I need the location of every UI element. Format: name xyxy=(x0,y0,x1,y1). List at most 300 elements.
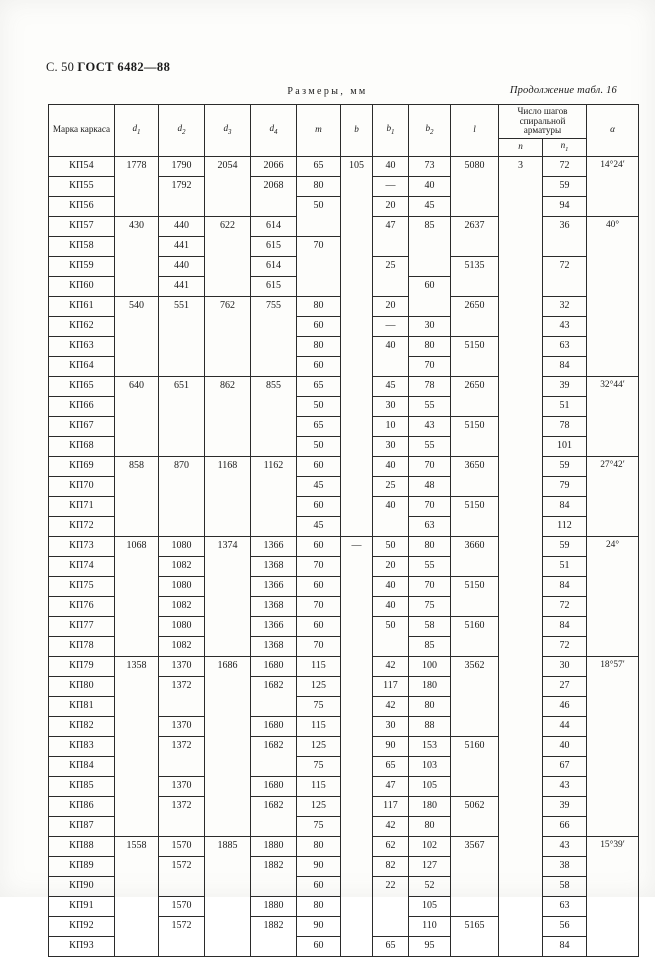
cell-b1: 20 xyxy=(373,296,409,316)
cell-n xyxy=(499,796,543,816)
cell-d1 xyxy=(115,556,159,576)
cell-l: 5150 xyxy=(451,416,499,436)
cell-d2: 440 xyxy=(159,216,205,236)
cell-l xyxy=(451,816,499,836)
cell-d2: 440 xyxy=(159,256,205,276)
cell-d3: 862 xyxy=(205,376,251,396)
cell-d2: 1080 xyxy=(159,536,205,556)
cell-d3 xyxy=(205,556,251,576)
cell-n xyxy=(499,736,543,756)
cell-m: 75 xyxy=(297,696,341,716)
cell-b xyxy=(341,696,373,716)
table-row xyxy=(49,416,639,436)
cell-d4: 1366 xyxy=(251,616,297,636)
cell-d1 xyxy=(115,576,159,596)
cell-d3 xyxy=(205,596,251,616)
cell-alpha xyxy=(587,916,639,936)
cell-b2: 180 xyxy=(409,796,451,816)
cell-d3 xyxy=(205,936,251,956)
cell-b2 xyxy=(409,256,451,276)
cell-d4 xyxy=(251,876,297,896)
cell-n1: 84 xyxy=(543,356,587,376)
cell-d4: 615 xyxy=(251,276,297,296)
table-head xyxy=(49,105,639,157)
cell-l xyxy=(451,596,499,616)
cell-alpha xyxy=(587,856,639,876)
cell-d2: 1370 xyxy=(159,776,205,796)
cell-b1: 42 xyxy=(373,696,409,716)
cell-d3 xyxy=(205,576,251,596)
cell-n xyxy=(499,296,543,316)
table-row xyxy=(49,296,639,316)
cell-l: 5165 xyxy=(451,916,499,936)
cell-alpha xyxy=(587,196,639,216)
cell-n1 xyxy=(543,276,587,296)
cell-mark: КП86 xyxy=(49,796,115,816)
cell-m: 60 xyxy=(297,576,341,596)
table-row xyxy=(49,796,639,816)
cell-d3 xyxy=(205,796,251,816)
cell-d4 xyxy=(251,356,297,376)
cell-mark: КП67 xyxy=(49,416,115,436)
cell-b xyxy=(341,336,373,356)
cell-b xyxy=(341,636,373,656)
cell-n1: 84 xyxy=(543,576,587,596)
cell-alpha: 24° xyxy=(587,536,639,556)
cell-d4: 1682 xyxy=(251,796,297,816)
cell-d4: 615 xyxy=(251,236,297,256)
cell-n1: 43 xyxy=(543,316,587,336)
cell-d1 xyxy=(115,356,159,376)
cell-d3 xyxy=(205,336,251,356)
cell-d1 xyxy=(115,496,159,516)
cell-l: 3567 xyxy=(451,836,499,856)
cell-n xyxy=(499,916,543,936)
cell-alpha xyxy=(587,496,639,516)
cell-b xyxy=(341,816,373,836)
cell-b xyxy=(341,836,373,856)
cell-n xyxy=(499,216,543,236)
cell-n xyxy=(499,836,543,856)
cell-alpha xyxy=(587,356,639,376)
cell-l: 5150 xyxy=(451,496,499,516)
cell-d3 xyxy=(205,516,251,536)
cell-mark: КП54 xyxy=(49,156,115,176)
cell-alpha xyxy=(587,236,639,256)
cell-m: 80 xyxy=(297,336,341,356)
cell-b2: 80 xyxy=(409,536,451,556)
cell-l xyxy=(451,856,499,876)
cell-alpha xyxy=(587,896,639,916)
continuation-note: Продолжение табл. 16 xyxy=(509,85,617,96)
cell-d2: 551 xyxy=(159,296,205,316)
cell-d1 xyxy=(115,276,159,296)
cell-b1 xyxy=(373,236,409,256)
cell-b1: 62 xyxy=(373,836,409,856)
cell-l xyxy=(451,276,499,296)
cell-m xyxy=(297,216,341,236)
cell-b1: 30 xyxy=(373,436,409,456)
cell-n1: 59 xyxy=(543,176,587,196)
table-row xyxy=(49,916,639,936)
cell-b2: 73 xyxy=(409,156,451,176)
cell-d2: 1370 xyxy=(159,716,205,736)
cell-m xyxy=(297,256,341,276)
b2-symbol: b xyxy=(425,123,431,134)
cell-b1: — xyxy=(373,316,409,336)
cell-m: 70 xyxy=(297,556,341,576)
cell-d3 xyxy=(205,856,251,876)
cell-n xyxy=(499,356,543,376)
cell-n1: 27 xyxy=(543,676,587,696)
cell-n xyxy=(499,416,543,436)
table-row xyxy=(49,256,639,276)
cell-d1 xyxy=(115,476,159,496)
cell-n1: 84 xyxy=(543,936,587,956)
cell-n xyxy=(499,396,543,416)
cell-l xyxy=(451,176,499,196)
cell-d1 xyxy=(115,636,159,656)
cell-alpha xyxy=(587,716,639,736)
cell-d1 xyxy=(115,936,159,956)
cell-d3 xyxy=(205,496,251,516)
cell-b1 xyxy=(373,896,409,916)
cell-d2 xyxy=(159,336,205,356)
cell-b2: 30 xyxy=(409,316,451,336)
cell-m: 50 xyxy=(297,196,341,216)
cell-alpha: 32°44′ xyxy=(587,376,639,396)
cell-b xyxy=(341,216,373,236)
table-row xyxy=(49,696,639,716)
cell-m: 60 xyxy=(297,316,341,336)
cell-alpha xyxy=(587,596,639,616)
cell-n1: 67 xyxy=(543,756,587,776)
cell-b1: 50 xyxy=(373,536,409,556)
col-header-d1 xyxy=(115,105,159,157)
col-header-n1 xyxy=(543,138,587,156)
cell-l: 2650 xyxy=(451,376,499,396)
cell-b xyxy=(341,456,373,476)
cell-b xyxy=(341,276,373,296)
cell-d2 xyxy=(159,476,205,496)
col-header-d2 xyxy=(159,105,205,157)
cell-mark: КП90 xyxy=(49,876,115,896)
cell-l xyxy=(451,876,499,896)
cell-b1: 20 xyxy=(373,556,409,576)
cell-n xyxy=(499,376,543,396)
cell-alpha xyxy=(587,756,639,776)
cell-mark: КП83 xyxy=(49,736,115,756)
cell-n xyxy=(499,516,543,536)
table-row xyxy=(49,376,639,396)
cell-b xyxy=(341,756,373,776)
cell-m: 80 xyxy=(297,836,341,856)
cell-d1 xyxy=(115,856,159,876)
cell-n1: 58 xyxy=(543,876,587,896)
cell-d2: 1792 xyxy=(159,176,205,196)
cell-n xyxy=(499,436,543,456)
cell-m: 70 xyxy=(297,596,341,616)
cell-mark: КП93 xyxy=(49,936,115,956)
cell-mark: КП56 xyxy=(49,196,115,216)
cell-n xyxy=(499,476,543,496)
cell-alpha xyxy=(587,296,639,316)
cell-n1: 43 xyxy=(543,776,587,796)
cell-m: 45 xyxy=(297,516,341,536)
cell-d3 xyxy=(205,196,251,216)
cell-n1: 112 xyxy=(543,516,587,536)
cell-d2 xyxy=(159,936,205,956)
cell-m: 50 xyxy=(297,396,341,416)
cell-b xyxy=(341,676,373,696)
col-header-d3 xyxy=(205,105,251,157)
cell-l: 5150 xyxy=(451,336,499,356)
cell-d2: 1082 xyxy=(159,556,205,576)
cell-b1: 30 xyxy=(373,396,409,416)
cell-m: 80 xyxy=(297,176,341,196)
cell-d4 xyxy=(251,396,297,416)
cell-d1 xyxy=(115,776,159,796)
b2-subscript: 2 xyxy=(430,128,434,137)
cell-b xyxy=(341,296,373,316)
cell-alpha xyxy=(587,816,639,836)
table-row xyxy=(49,516,639,536)
cell-b2: 43 xyxy=(409,416,451,436)
cell-b1: 47 xyxy=(373,216,409,236)
table-body xyxy=(49,156,639,956)
cell-d1 xyxy=(115,256,159,276)
cell-d4: 614 xyxy=(251,216,297,236)
cell-mark: КП78 xyxy=(49,636,115,656)
cell-l xyxy=(451,476,499,496)
cell-l xyxy=(451,236,499,256)
cell-b1 xyxy=(373,276,409,296)
cell-d3 xyxy=(205,176,251,196)
cell-n xyxy=(499,496,543,516)
cell-d3 xyxy=(205,436,251,456)
cell-b2: 70 xyxy=(409,456,451,476)
dimensions-table xyxy=(48,104,639,957)
cell-alpha xyxy=(587,616,639,636)
cell-d2: 1570 xyxy=(159,836,205,856)
cell-b1: 117 xyxy=(373,676,409,696)
cell-m: 60 xyxy=(297,456,341,476)
table-row xyxy=(49,436,639,456)
cell-n xyxy=(499,676,543,696)
cell-n xyxy=(499,596,543,616)
cell-d4 xyxy=(251,496,297,516)
cell-n: 3 xyxy=(499,156,543,176)
cell-alpha xyxy=(587,336,639,356)
cell-l xyxy=(451,716,499,736)
d4-subscript: 4 xyxy=(274,128,278,137)
cell-n xyxy=(499,756,543,776)
table-row xyxy=(49,736,639,756)
cell-alpha xyxy=(587,436,639,456)
table-row xyxy=(49,276,639,296)
cell-m: 65 xyxy=(297,376,341,396)
cell-mark: КП74 xyxy=(49,556,115,576)
cell-b1: 82 xyxy=(373,856,409,876)
cell-mark: КП82 xyxy=(49,716,115,736)
cell-n1: 46 xyxy=(543,696,587,716)
cell-d1: 640 xyxy=(115,376,159,396)
cell-b2: 88 xyxy=(409,716,451,736)
cell-n1: 72 xyxy=(543,156,587,176)
cell-n1: 38 xyxy=(543,856,587,876)
table-row xyxy=(49,336,639,356)
table-row xyxy=(49,856,639,876)
cell-b xyxy=(341,516,373,536)
cell-alpha xyxy=(587,256,639,276)
cell-alpha: 27°42′ xyxy=(587,456,639,476)
col-header-b2 xyxy=(409,105,451,157)
cell-b1 xyxy=(373,916,409,936)
cell-d2 xyxy=(159,396,205,416)
cell-m: 125 xyxy=(297,796,341,816)
table-row xyxy=(49,396,639,416)
cell-d3: 1168 xyxy=(205,456,251,476)
cell-b xyxy=(341,556,373,576)
cell-mark: КП75 xyxy=(49,576,115,596)
cell-b2: 55 xyxy=(409,436,451,456)
cell-d1: 540 xyxy=(115,296,159,316)
cell-d4: 2066 xyxy=(251,156,297,176)
table-row xyxy=(49,456,639,476)
cell-b2: 48 xyxy=(409,476,451,496)
cell-alpha: 18°57′ xyxy=(587,656,639,676)
cell-d4: 1680 xyxy=(251,776,297,796)
cell-m: 75 xyxy=(297,816,341,836)
cell-d1 xyxy=(115,516,159,536)
cell-alpha xyxy=(587,876,639,896)
cell-d2: 1372 xyxy=(159,676,205,696)
cell-b2: 45 xyxy=(409,196,451,216)
cell-b1 xyxy=(373,356,409,376)
cell-d3 xyxy=(205,816,251,836)
cell-alpha xyxy=(587,736,639,756)
cell-m xyxy=(297,276,341,296)
cell-d3 xyxy=(205,476,251,496)
cell-alpha xyxy=(587,476,639,496)
cell-d3 xyxy=(205,276,251,296)
cell-m: 70 xyxy=(297,236,341,256)
cell-m: 75 xyxy=(297,756,341,776)
cell-d1 xyxy=(115,196,159,216)
cell-b2: 60 xyxy=(409,276,451,296)
cell-mark: КП63 xyxy=(49,336,115,356)
cell-l: 2637 xyxy=(451,216,499,236)
cell-mark: КП87 xyxy=(49,816,115,836)
cell-d1 xyxy=(115,176,159,196)
d4-symbol: d xyxy=(269,123,275,134)
cell-b2: 105 xyxy=(409,896,451,916)
cell-m: 60 xyxy=(297,536,341,556)
cell-d4 xyxy=(251,196,297,216)
cell-d1 xyxy=(115,756,159,776)
cell-b2: 105 xyxy=(409,776,451,796)
cell-b2: 55 xyxy=(409,396,451,416)
table-row xyxy=(49,236,639,256)
cell-d4 xyxy=(251,816,297,836)
cell-m: 60 xyxy=(297,356,341,376)
cell-mark: КП72 xyxy=(49,516,115,536)
cell-mark: КП76 xyxy=(49,596,115,616)
cell-b xyxy=(341,256,373,276)
cell-n xyxy=(499,716,543,736)
cell-d4: 1366 xyxy=(251,536,297,556)
cell-d2 xyxy=(159,316,205,336)
col-header-d4 xyxy=(251,105,297,157)
d2-subscript: 2 xyxy=(182,128,186,137)
d3-subscript: 3 xyxy=(228,128,232,137)
col-header-m: m xyxy=(297,105,341,157)
cell-d1 xyxy=(115,236,159,256)
cell-m: 90 xyxy=(297,916,341,936)
cell-b xyxy=(341,796,373,816)
cell-b1: 40 xyxy=(373,496,409,516)
cell-d1 xyxy=(115,896,159,916)
cell-b1: 50 xyxy=(373,616,409,636)
table-row xyxy=(49,216,639,236)
cell-b xyxy=(341,736,373,756)
cell-d4: 1682 xyxy=(251,676,297,696)
table-row xyxy=(49,556,639,576)
cell-b xyxy=(341,316,373,336)
cell-d1 xyxy=(115,916,159,936)
cell-n xyxy=(499,936,543,956)
cell-b xyxy=(341,436,373,456)
col-header-spiral-steps: Число шагов спиральной арматуры xyxy=(499,105,587,139)
table-row xyxy=(49,756,639,776)
cell-b2: 102 xyxy=(409,836,451,856)
cell-b xyxy=(341,356,373,376)
cell-l xyxy=(451,316,499,336)
cell-b xyxy=(341,236,373,256)
table-row xyxy=(49,776,639,796)
cell-d3 xyxy=(205,396,251,416)
cell-d4: 1366 xyxy=(251,576,297,596)
cell-b1: 47 xyxy=(373,776,409,796)
cell-n xyxy=(499,616,543,636)
cell-l: 5160 xyxy=(451,616,499,636)
cell-n1: 32 xyxy=(543,296,587,316)
cell-d1: 1778 xyxy=(115,156,159,176)
cell-d2 xyxy=(159,756,205,776)
cell-n1: 36 xyxy=(543,216,587,236)
cell-l xyxy=(451,696,499,716)
table-row xyxy=(49,196,639,216)
cell-l xyxy=(451,516,499,536)
cell-m: 90 xyxy=(297,856,341,876)
cell-d2: 870 xyxy=(159,456,205,476)
cell-b1: 117 xyxy=(373,796,409,816)
cell-alpha: 15°39′ xyxy=(587,836,639,856)
cell-alpha xyxy=(587,936,639,956)
cell-d4: 1680 xyxy=(251,716,297,736)
cell-n1: 63 xyxy=(543,896,587,916)
cell-d1: 858 xyxy=(115,456,159,476)
cell-b2: 127 xyxy=(409,856,451,876)
table-row xyxy=(49,716,639,736)
cell-mark: КП73 xyxy=(49,536,115,556)
cell-n xyxy=(499,336,543,356)
cell-b2: 78 xyxy=(409,376,451,396)
cell-d3 xyxy=(205,256,251,276)
cell-n1: 44 xyxy=(543,716,587,736)
cell-b1: 25 xyxy=(373,256,409,276)
cell-d3: 1885 xyxy=(205,836,251,856)
